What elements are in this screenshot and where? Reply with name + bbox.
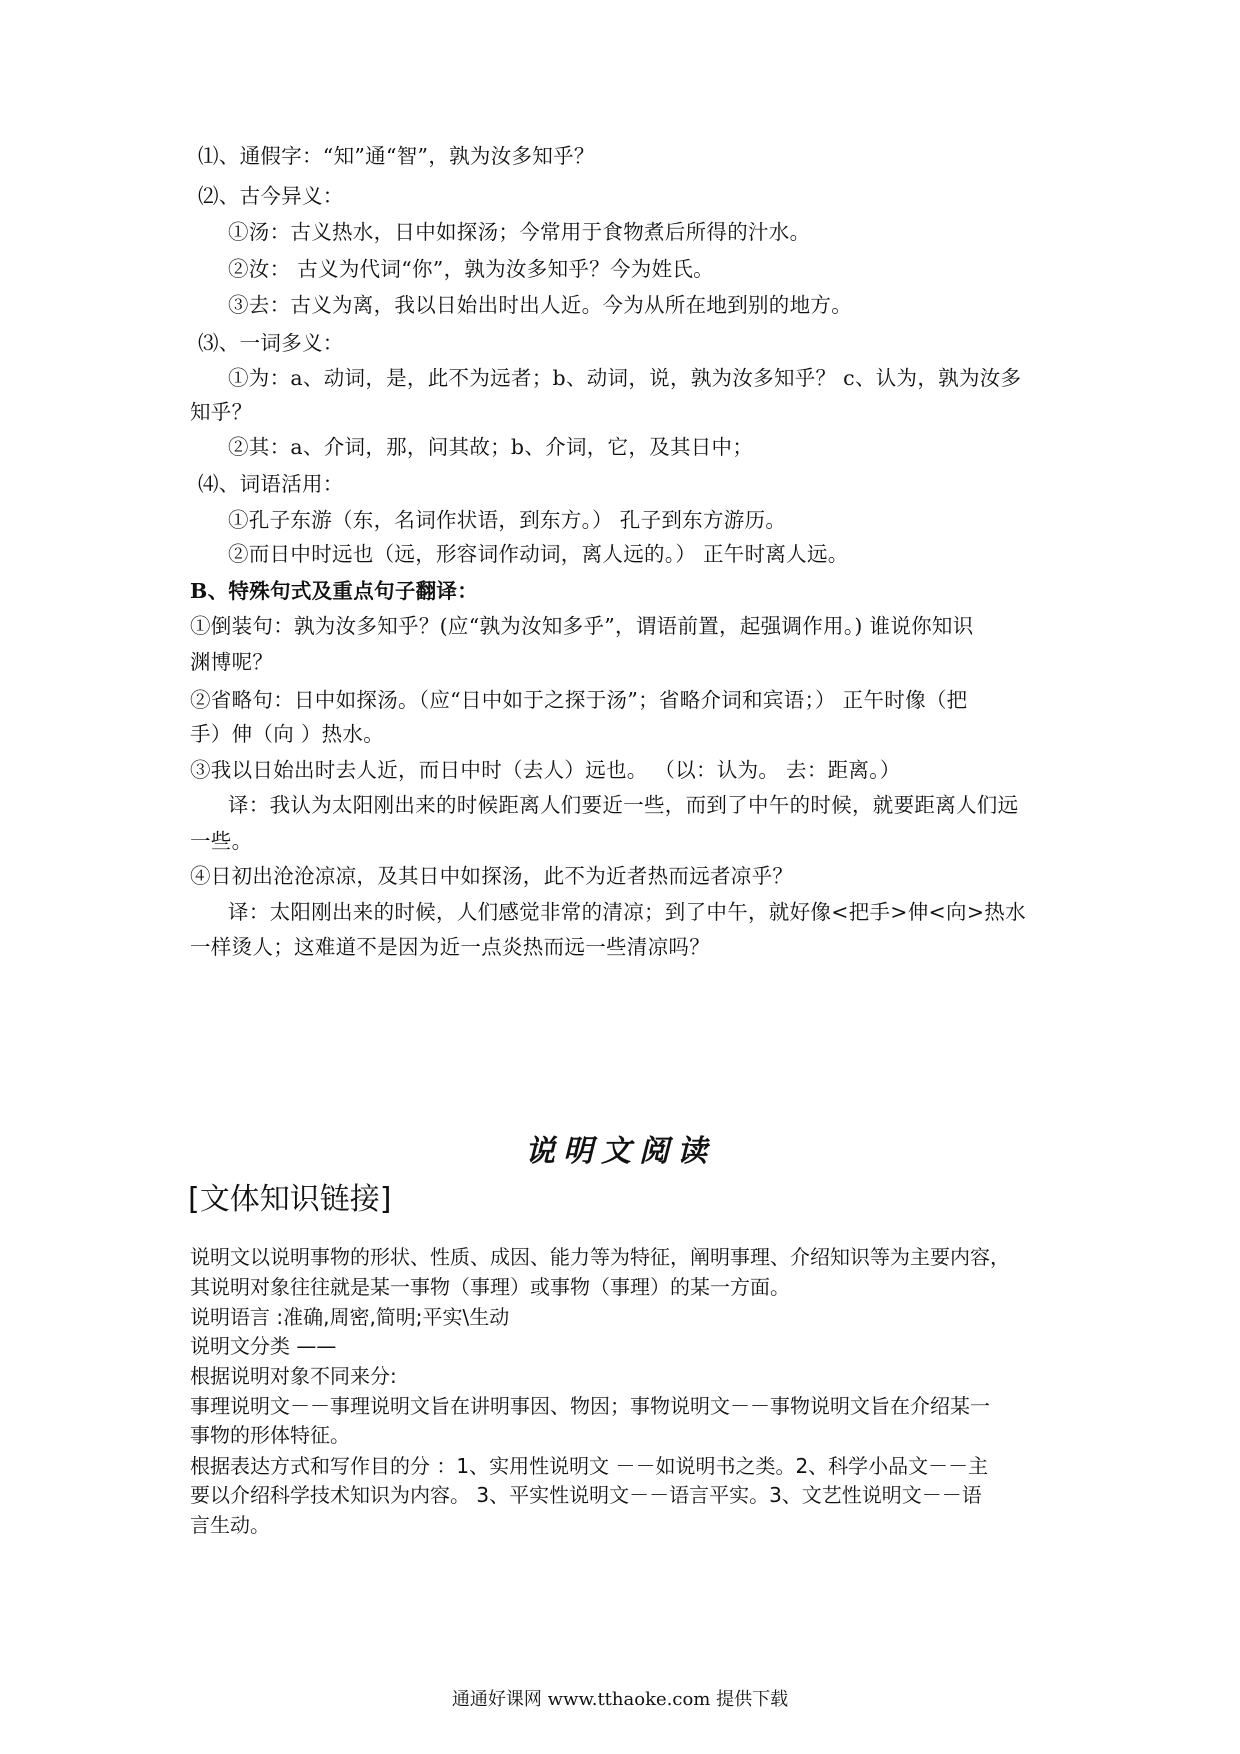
section-heading: [文体知识链接] [188,1182,392,1217]
expository-line: 说明文以说明事物的形状、性质、成因、能力等为特征，阐明事理、介绍知识等为主要内容， [190,1245,1010,1269]
expository-line: 其说明对象往往就是某一事物（事理）或事物（事理）的某一方面。 [190,1275,790,1299]
note-line: ②而日中时远也（远，形容词作动词，离人远的。） 正午时离人远。 [228,542,849,566]
note-line: 知乎？ [190,400,253,424]
note-line: ⑴、通假字：“知”通“智”，孰为汝多知乎？ [198,144,595,168]
expository-line: 事物的形体特征。 [190,1423,350,1447]
note-line: 手）伸（向 ）热水。 [190,722,385,746]
note-line: 一样烫人；这难道不是因为近一点炎热而远一些清凉吗？ [190,935,710,959]
expository-line: 要以介绍科学技术知识为内容。 3、平实性说明文－－语言平实。3、文艺性说明文－－语 [190,1483,982,1507]
expository-line: 根据说明对象不同来分: [190,1364,397,1388]
expository-line: 根据表达方式和写作目的分 ：1、实用性说明文 －－如说明书之类。2、科学小品文－－主 [190,1454,989,1478]
note-line: ①汤：古义热水，日中如探汤；今常用于食物煮后所得的汁水。 [228,220,811,244]
expository-line: 言生动。 [190,1513,270,1537]
note-line: 译：我认为太阳刚出来的时候距离人们要近一些，而到了中午的时候，就要距离人们远 [228,793,1019,817]
expository-line: 说明语言 :准确,周密,简明;平实\生动 [190,1305,510,1329]
note-line: ④日初出沧沧凉凉，及其日中如探汤，此不为近者热而远者凉乎？ [190,864,794,888]
note-line: 渊博呢？ [190,650,274,674]
note-line: ①为：a、动词，是，此不为远者；b、动词，说，孰为汝多知乎？ c、认为，孰为汝多 [228,366,1022,390]
note-line: ②其：a、介词，那，问其故；b、介词，它，及其日中； [228,435,754,459]
note-line: ②汝： 古义为代词“你”，孰为汝多知乎？今为姓氏。 [228,257,714,281]
page-footer: 通通好课网 www.tthaoke.com 提供下载 [451,1689,789,1710]
note-line: 译：太阳刚出来的时候，人们感觉非常的清凉；到了中午，就好像<把手>伸<向>热水 [228,900,1026,924]
note-line: ①孔子东游（东，名词作状语，到东方。） 孔子到东方游历。 [228,508,787,532]
page-title: 说明文阅读 [525,1134,715,1169]
note-line: ③去：古义为离，我以日始出时出人近。今为从所在地到别的地方。 [228,293,852,317]
note-line: B、特殊句式及重点句子翻译： [190,579,479,603]
note-line: ③我以日始出时去人近，而日中时（去人）远也。 （以：认为。 去：距离。） [190,758,901,782]
expository-line: 事理说明文－－事理说明文旨在讲明事因、物因；事物说明文－－事物说明文旨在介绍某一 [190,1394,990,1418]
note-line: 一些。 [190,829,253,853]
note-line: ⑶、一词多义： [198,331,344,355]
note-line: ⑵、古今异义： [198,184,344,208]
expository-line: 说明文分类 —— [190,1334,337,1358]
note-line: ⑷、词语活用： [198,472,344,496]
note-line: ①倒装句：孰为汝多知乎？(应“孰为汝知多乎”，谓语前置，起强调作用。) 谁说你知识 [190,614,974,638]
note-line: ②省略句：日中如探汤。（应“日中如于之探于汤”；省略介词和宾语；） 正午时像（把 [190,688,968,712]
